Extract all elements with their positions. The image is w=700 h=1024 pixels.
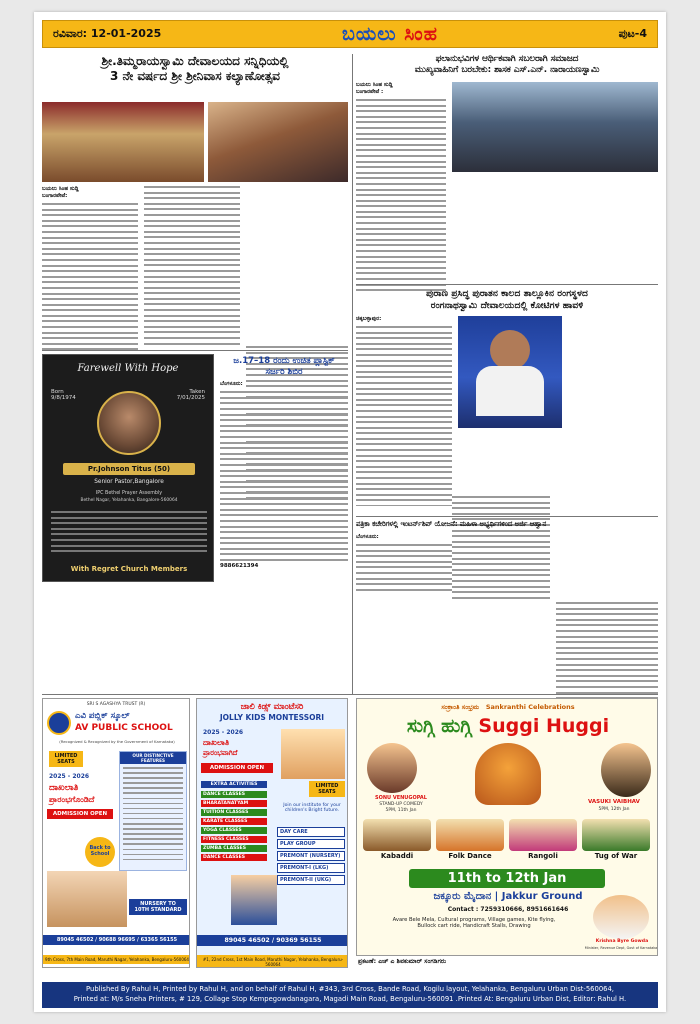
suggi-activity-photo	[582, 819, 650, 851]
obituary-taken: Taken 7/01/2025	[176, 389, 205, 401]
suggi-activity-photo	[509, 819, 577, 851]
suggi-features-2: Bullock cart ride, Handicraft Stalls, Drawing	[417, 923, 531, 929]
obituary-role: Senior Pastor,Bangalore	[94, 479, 164, 485]
suggi-activity-photo	[363, 819, 431, 851]
obituary-org1: IPC Bethel Prayer Assembly	[95, 491, 163, 496]
page-number: ಪುಟ-4	[618, 27, 647, 40]
suggi-activity-label: Folk Dance	[448, 852, 492, 860]
article2-headline2: ಮುಖ್ಯವಾಹಿನಿಗೆ ಬರಬೇಕು: ಶಾಸಕ ಎಸ್.ಎನ್. ನಾರಾಯಣಸ್ವಾಮಿ	[414, 64, 600, 75]
section-rule	[42, 694, 658, 695]
brand-part2: ಸಿಂಹ	[404, 23, 438, 45]
obituary-born: Born 9/8/1974	[51, 389, 76, 401]
article2-col2	[452, 496, 550, 602]
obituary-message-lines	[51, 511, 207, 563]
article4-body-lines	[220, 391, 348, 561]
av-admission-open: ADMISSION OPEN	[47, 809, 113, 819]
performer1-name: SONU VENUGOPAL	[375, 795, 427, 801]
temple-ceremony-photo	[42, 102, 204, 182]
guest-role: Minister, Revenue Dept, Govt of Karnataka	[584, 946, 658, 950]
jolly-extra-item: DANCE CLASSES	[201, 791, 267, 798]
suggi-top	[357, 703, 658, 712]
av-year: 2025 - 2026	[49, 773, 90, 780]
jolly-join-text: Join our institute for your children's Bright future.	[283, 803, 341, 813]
suggi-activity-label: Tug of War	[594, 852, 638, 860]
av-kn2: ಪ್ರಾರಂಭಗೊಂಡಿದೆ	[49, 795, 95, 804]
article2-body-lines	[356, 99, 446, 299]
speaker-body	[476, 366, 544, 416]
article1-col1	[42, 186, 138, 353]
obituary-title: Farewell With Hope	[77, 363, 179, 374]
article1-col2	[144, 186, 240, 346]
jolly-program-item: PREMONT-II (UKG)	[277, 875, 345, 885]
av-features-title: OUR DISTINCTIVE FEATURES	[120, 752, 186, 764]
imprint-line1: Published By Rahul H, Printed by Rahul H, and on behalf of Rahul H, #343, 3rd Cross, Bande Road, Kogilu layout, Yelahanka, Bengaluru Urban Dist-560064,	[86, 985, 614, 993]
jolly-extra-item: YOGA CLASSES	[201, 827, 267, 834]
jolly-address: #1, 22nd Cross, 1st Main Road, Maruthi Nagar, Yelahanka, Bengaluru-560064	[197, 955, 348, 968]
obituary-ad	[42, 354, 214, 582]
article1-dateline: ಬಂಗಾರಪೇಟೆ:	[42, 193, 68, 199]
suggi-activity	[582, 819, 650, 863]
suggi-contact: Contact : 7259310666, 8951661646	[447, 906, 569, 913]
suggi-top-en: Sankranthi Celebrations	[485, 703, 575, 711]
article4-phone: 9886621394	[220, 563, 259, 570]
jolly-name-en: JOLLY KIDS MONTESSORI	[219, 713, 325, 722]
article5-col1	[356, 534, 452, 594]
av-phone: 89045 46502 / 90688 96695 / 63365 56155	[43, 935, 190, 945]
suggi-activity	[509, 819, 577, 863]
suggi-title-kn: ಸುಗ್ಗಿ ಹುಗ್ಗಿ	[406, 715, 472, 737]
article1-headline1: ಶ್ರೀ.ತಿಮ್ಮರಾಯಸ್ವಾಮಿ ದೇವಾಲಯದ ಸನ್ನಿಧಿಯಲ್ಲಿ	[101, 54, 289, 68]
av-name-kn: ಎವಿ ಪಬ್ಲಿಕ್ ಸ್ಕೂಲ್	[75, 711, 130, 721]
devotees-photo	[208, 102, 348, 182]
suggi-features-1: Avare Bele Mela, Cultural programs, Village games, Kite flying,	[392, 917, 556, 923]
article2-byline: ಬಯಲು ಸಿಂಹ ಸುದ್ದಿ	[356, 82, 393, 88]
article5-headline: ಪತ್ರಿಕಾ ಕಚೇರಿಗಳಲ್ಲಿ ಇಂಟರ್ನ್‌ಶಿಪ್ ಯೋಜನೆ: ಮಹಿಳಾ ಅಭ್ಯರ್ಥಿಗಳಿಂದ ಅರ್ಜಿ ಆಹ್ವಾನ	[356, 520, 547, 528]
av-limited-seats: LIMITED SEATS	[49, 751, 83, 767]
guest-name: Krishna Byre Gowda	[595, 939, 649, 944]
av-name-en: AV PUBLIC SCHOOL	[75, 723, 173, 733]
performer1-role: STAND-UP COMEDY	[379, 802, 423, 807]
jolly-extras-list	[201, 791, 267, 863]
jolly-program-item: PREMONT (NURSERY)	[277, 851, 345, 861]
article3-headline2: ರಂಗನಾಥಸ್ವಾಮಿ ದೇವಾಲಯದಲ್ಲಿ ಕೋಟಿಗಳ ಹಾವಳಿ	[430, 299, 584, 311]
jolly-extra-item: KARATE CLASSES	[201, 818, 267, 825]
suggi-dates: 11th to 12th Jan	[409, 869, 605, 888]
issue-date: ರವಿವಾರ: 12-01-2025	[53, 27, 162, 40]
av-back-to-school: Back to School	[85, 837, 115, 867]
masthead	[42, 20, 658, 48]
suggi-activity-photo	[436, 819, 504, 851]
suggi-title-en: Suggi Huggi	[478, 715, 610, 737]
performer1-time: 5PM, 11th Jan	[385, 808, 417, 813]
sonu-portrait	[367, 743, 417, 793]
suggi-huggi-ad	[356, 698, 658, 956]
av-nursery-standard: NURSERY TO 10TH STANDARD	[129, 899, 187, 915]
vasuki-portrait	[601, 743, 651, 797]
av-recognition: (Recognized & Recognized by the Government of Karnataka)	[59, 739, 175, 744]
performer2-time: 5PM, 12th Jan	[598, 807, 630, 812]
article1-byline: ಬಯಲು ಸಿಂಹ ಸುದ್ದಿ	[42, 186, 79, 192]
av-kn1: ದಾಖಲಾತಿ	[49, 783, 79, 793]
jolly-kn1: ದಾಖಲಾತಿ	[203, 738, 230, 747]
article-beneficiaries	[356, 54, 658, 76]
article-ranganathaswamy	[356, 288, 658, 311]
section-rule	[356, 284, 658, 285]
section-rule	[356, 516, 658, 517]
suggi-title	[357, 715, 658, 737]
obituary-name: Pr.Johnson Titus (50)	[63, 463, 195, 475]
speaker-press-photo	[458, 316, 562, 428]
jolly-phone: 89045 46502 / 90369 56155	[197, 935, 348, 946]
jolly-limited-seats: LIMITED SEATS	[309, 781, 345, 797]
av-features-lines	[123, 767, 183, 873]
newspaper-brand	[342, 23, 438, 45]
jolly-extra-item: TUITION CLASSES	[201, 809, 267, 816]
article-internship	[356, 520, 658, 528]
suggi-activity-label: Kabaddi	[380, 852, 414, 860]
jolly-kids-photo	[281, 729, 345, 779]
article2-col3	[556, 602, 658, 708]
imprint-footer	[42, 982, 658, 1008]
section-rule	[42, 350, 348, 351]
article-surgery-camp	[220, 356, 348, 569]
obituary-portrait	[97, 391, 161, 455]
article5-dateline: ಬೆಂಗಳೂರು:	[356, 534, 379, 540]
article2-dateline: ಬಂಗಾರಪೇಟೆ :	[356, 89, 384, 95]
performer2-name: VASUKI VAIBHAV	[588, 799, 640, 805]
article1-body-lines	[42, 203, 138, 353]
jolly-program-item: PLAY GROUP	[277, 839, 345, 849]
article3-col1	[356, 316, 452, 506]
article4-headline2: ಸರ್ಜರಿ ಶಿಬಿರ	[265, 366, 303, 377]
jolly-extra-item: ZUMBA CLASSES	[201, 845, 267, 852]
suggi-activities	[363, 819, 653, 863]
article4-dateline: ಬೆಂಗಳೂರು:	[220, 381, 243, 388]
mla-event-photo	[452, 82, 658, 172]
av-logo-icon	[47, 711, 71, 735]
article2-col1	[356, 82, 446, 299]
av-students-photo	[47, 871, 127, 927]
suggi-top-kn: ಸಂಕ್ರಾಂತಿ ಸಂಭ್ರಮ	[441, 703, 480, 711]
obituary-org2: Bethel Nagar, Yelahanka, Bangalore-560064	[80, 498, 178, 503]
jolly-kn2: ಪ್ರಾರಂಭವಾಗಿದೆ	[203, 749, 238, 757]
column-rule	[352, 54, 353, 694]
suggi-activity	[363, 819, 431, 863]
jolly-extra-item: BHARATANATYAM	[201, 800, 267, 807]
brand-part1: ಬಯಲು	[342, 23, 397, 45]
jolly-program-item: PREMONT-I (LKG)	[277, 863, 345, 873]
suggi-sponsor: ಪ್ರಕಟಣೆ: ಎಚ್ ಎ ಶಿವಕುಮಾರ್ ಸಂಗಡಿಗರು	[358, 958, 447, 965]
suggi-activity-label: Rangoli	[528, 852, 558, 860]
article2-headline1: ಫಲಾನುಭವಿಗಳ ಆರ್ಥಿಕವಾಗಿ ಸಬಲರಾಗಿ ಸಮಾಜದ	[435, 54, 579, 64]
jolly-name-kn: ಜಾಲಿ ಕಿಡ್ಸ್ ಮಾಂಟೆಸರಿ	[240, 702, 304, 712]
imprint-line2: Printed at: M/s Sneha Printers, # 129, Collage Stop Kempegowdanagara, Magadi Main Road, Bengaluru-560091 .Printed At: Bengaluru Urban Dist, Editor: Rahul H.	[73, 994, 627, 1003]
jolly-admission-open: ADMISSION OPEN	[201, 763, 273, 773]
jolly-kids-ad	[196, 698, 348, 968]
av-address: 9th Cross, 7th Main Road, Maruthi Nagar, Yelahanka, Bengaluru-560064	[43, 955, 190, 964]
jolly-extra-item: DANCE CLASSES	[201, 854, 267, 861]
harvest-pot-icon	[475, 743, 541, 805]
suggi-activity	[436, 819, 504, 863]
article4-headline1: ಜ.17–18 ರಂದು ಉಚಿತ ಪ್ಲಾಸ್ಟಿಕ್	[233, 356, 335, 366]
av-public-school-ad	[42, 698, 190, 968]
obituary-footer: With Regret Church Members	[70, 565, 188, 573]
av-features-box	[119, 751, 187, 871]
suggi-features	[361, 917, 587, 929]
article1-headline2: 3 ನೇ ವರ್ಷದ ಶ್ರೀ ಶ್ರೀನಿವಾಸ ಕಲ್ಯಾಣೋತ್ಸವ	[110, 69, 280, 83]
newspaper-page	[34, 12, 666, 1012]
article5-body-lines	[356, 544, 452, 594]
jolly-year: 2025 - 2026	[203, 729, 244, 736]
jolly-program-item: DAY CARE	[277, 827, 345, 837]
jolly-programs-list	[277, 827, 345, 887]
jolly-child-photo	[231, 875, 277, 925]
jolly-extra-item: FITNESS CLASSES	[201, 836, 267, 843]
article3-headline1: ಪುರಾಣ ಪ್ರಸಿದ್ಧ ಪುರಾತನ ಕಾಲದ ತಾಲ್ಲೂಕಿನ ರಂಗಸ್ಥಳದ	[426, 288, 588, 299]
av-trust: SRI S AGASHYA TRUST (R)	[86, 702, 146, 707]
speaker-head	[490, 330, 530, 370]
article-kalyanotsava	[42, 54, 348, 84]
jolly-extra-title: EXTRA ACTIVITIES	[201, 781, 267, 788]
suggi-venue: ಜಕ್ಕೂರು ಮೈದಾನ | Jakkur Ground	[433, 891, 583, 902]
guest-portrait	[593, 895, 649, 939]
article3-body-lines	[356, 326, 452, 506]
article3-dateline: ಚಿಕ್ಕಬಳ್ಳಾಪುರ:	[356, 316, 382, 322]
